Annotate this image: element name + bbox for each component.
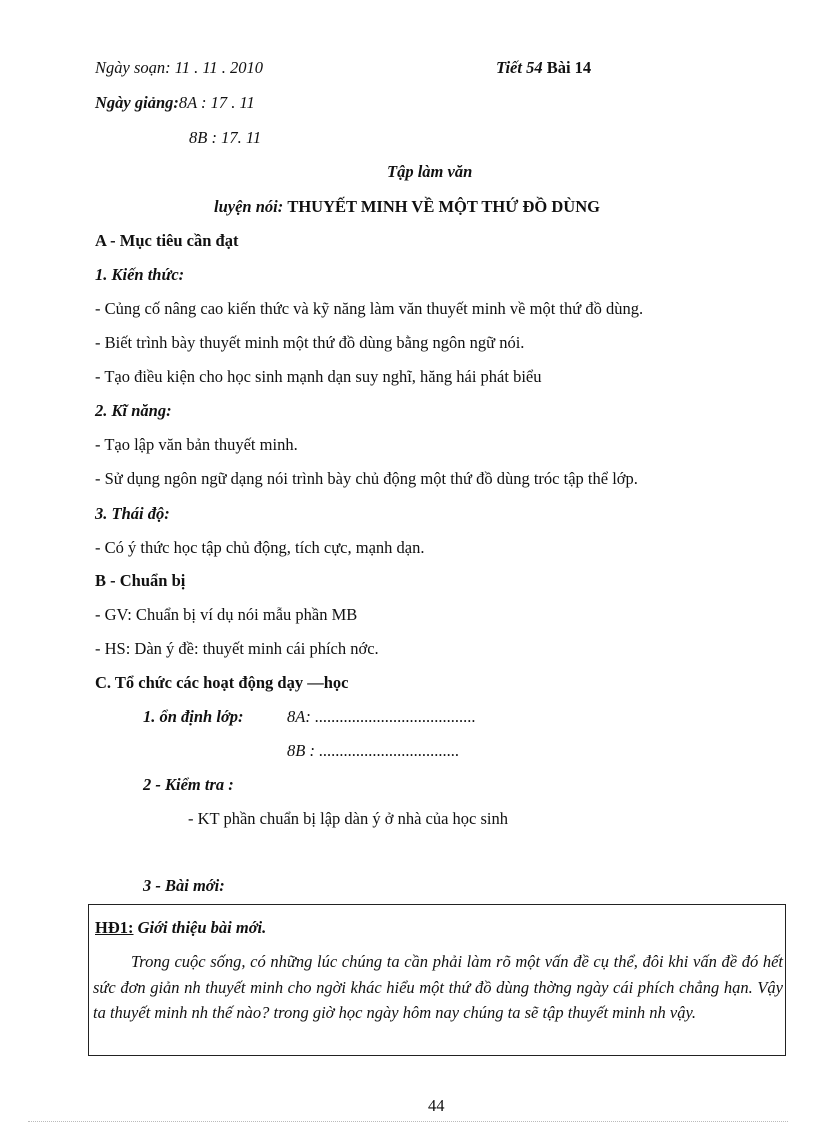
kiem-tra-label: 2 - Kiểm tra :	[143, 775, 234, 794]
title-prefix: luyện nói:	[214, 197, 284, 216]
ki-nang-item: - Tạo lập văn bản thuyết minh.	[95, 435, 298, 454]
chuan-bi-item: - HS: Dàn ý đề: thuyết minh cái phích nớc.	[95, 639, 379, 658]
bai-label: Bài 14	[546, 58, 592, 77]
on-dinh-8b: 8B : ..................................	[287, 741, 460, 760]
lesson-title	[214, 197, 600, 217]
ngay-giang-8b: 8B : 17. 11	[189, 128, 262, 147]
on-dinh-label: 1. ổn định lớp:	[143, 707, 244, 726]
on-dinh-8a: 8A: .......................................	[287, 707, 476, 726]
lesson-number	[496, 58, 591, 78]
ngay-giang-8a: 8A : 17 . 11	[178, 93, 255, 112]
hd1-label: HĐ1:	[95, 918, 134, 937]
subject-title: Tập làm văn	[387, 162, 473, 181]
kien-thuc-item: - Biết trình bày thuyết minh một thứ đồ dùng bằng ngôn ngữ nói.	[95, 333, 525, 352]
page-number: 44	[428, 1096, 445, 1115]
ki-nang-item: - Sử dụng ngôn ngữ dạng nói trình bày chủ động một thứ đồ dùng tróc tập thể lớp.	[95, 469, 638, 488]
activity-paragraph	[93, 949, 783, 1026]
ki-nang-heading: 2. Kĩ năng:	[95, 401, 172, 420]
chuan-bi-item: - GV: Chuẩn bị ví dụ nói mẫu phần MB	[95, 605, 358, 624]
ngay-soan: Ngày soạn: 11 . 11 . 2010	[95, 58, 264, 77]
footer-divider	[28, 1121, 788, 1122]
kien-thuc-heading: 1. Kiến thức:	[95, 265, 185, 284]
title-main: THUYẾT MINH VỀ MỘT THỨ ĐỒ DÙNG	[287, 197, 600, 216]
tiet-label: Tiết 54	[496, 58, 543, 77]
ngay-giang	[95, 93, 255, 113]
hd1-heading	[95, 918, 266, 938]
thai-do-heading: 3. Thái độ:	[95, 504, 170, 523]
activity-paragraph-text: Trong cuộc sống, có những lúc chúng ta cần phải làm rõ một vấn đề cụ thể, đôi khi vấn đề đó hết sức đơn giản nh thuyết minh cho ngời khác hiểu một thứ đồ dùng thờng ngày cái phích chẳng hạn. Vậy ta thuyết minh nh thế nào? trong giờ học ngày hôm nay chúng ta sẽ tập thuyết minh nh vậy.	[93, 952, 783, 1023]
bai-moi-label: 3 - Bài mới:	[143, 876, 225, 895]
section-a-heading: A - Mục tiêu cần đạt	[95, 231, 239, 250]
section-b-heading: B - Chuẩn bị	[95, 571, 186, 590]
thai-do-item: - Có ý thức học tập chủ động, tích cực, mạnh dạn.	[95, 538, 425, 557]
section-c-heading: C. Tổ chức các hoạt động dạy —học	[95, 673, 349, 692]
ngay-giang-label: Ngày giảng:	[95, 93, 179, 112]
kien-thuc-item: - Tạo điều kiện cho học sinh mạnh dạn suy nghĩ, hăng hái phát biểu	[95, 367, 542, 386]
kien-thuc-item: - Củng cố nâng cao kiến thức và kỹ năng làm văn thuyết minh về một thứ đồ dùng.	[95, 299, 644, 318]
kiem-tra-item: - KT phần chuẩn bị lập dàn ý ở nhà của học sinh	[188, 809, 509, 828]
hd1-title: Giới thiệu bài mới.	[137, 918, 267, 937]
